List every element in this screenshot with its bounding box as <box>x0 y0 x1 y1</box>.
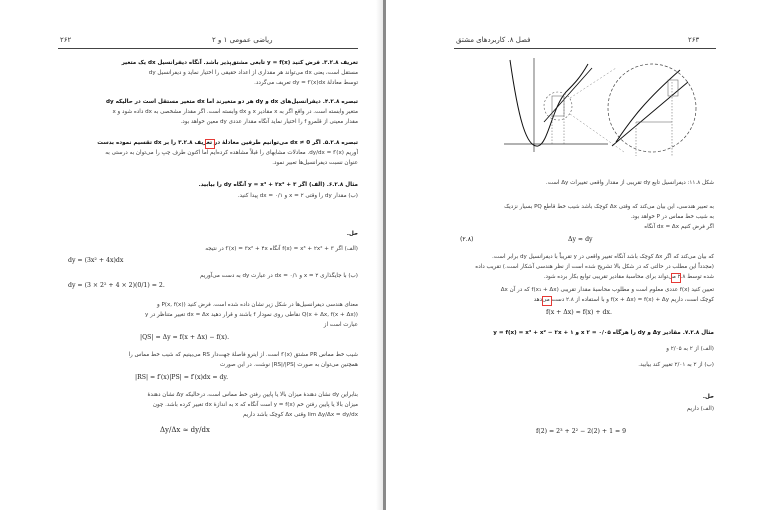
note-line: تبصره ۵.۲.۸. اگر dx ≠ 0 می‌توانیم طرفین معادلهٔ در تعریف ۳.۲.۸ را بر dx تقسیم نموده بدست <box>97 140 358 146</box>
note-line: مقدار معینی از قلمرو f را اختیار نماید آنگاه مقدار عددی dy معین خواهد بود. <box>180 119 358 125</box>
right-running-head: فصل ۸. کاربردهای مشتق <box>456 36 531 44</box>
body-line: که بیان می‌کند که اگر Δx کوچک باشد آنگاه تغییر واقعی در y تقریباً با دیفرانسیل dy برابر است. <box>492 254 714 260</box>
equation-number: (۲.۸) <box>460 236 474 243</box>
tangent-line <box>544 68 592 122</box>
body-line: شده توسط ۲.۸ می‌تواند برای محاسبهٔ مقادیر تقریبی توابع بکار برده شود. <box>543 274 714 280</box>
equation: f(x + Δx) ≈ f(x) + dx. <box>546 309 612 316</box>
curve <box>510 60 588 146</box>
definition-line: مستقل است، یعنی dx می‌تواند هر مقداری از اعداد حقیقی را اختیار نماید و دیفرانسیل dy <box>148 70 358 76</box>
equation: dy = (3 × 2² + 4 × 2)(0/1) = 2. <box>68 282 165 289</box>
left-header-rule <box>58 48 358 49</box>
example-line: (ب) مقدار dy را وقتی x = ۲ و dx = ۰/۱ پیدا کنید. <box>237 193 358 199</box>
definition-line: توسط معادلهٔ dy = f′(x)dx تعریف می‌گردد. <box>254 80 358 86</box>
example-line: مثال ۷.۲.۸. مقادیر Δy و dy را هرگاه x ۲ = ۰/۰۵ و y = f(x) = x³ + x² − ۲x + ۱ <box>493 330 714 336</box>
body-line: lim Δy/Δx = dy/dx وقتی Δx کوچک باشد داریم <box>242 412 358 418</box>
equation: Δy ≈ dy <box>568 236 593 243</box>
note-line: تبصره ۴.۲.۸. دیفرانسیل‌های dx و dy هر دو متغیرند اما dx متغیر مستقل است در حالیکه dy <box>106 99 358 105</box>
example-line: (ب) از ۲ به ۲/۰۱ تغییر کند بیابید. <box>638 362 714 368</box>
differential-figure <box>504 56 704 166</box>
body-line: به تعبیر هندسی، این بیان می‌کند که وقتی Δx کوچک باشد شیب خط قاطع PQ بسیار نزدیک <box>504 204 714 210</box>
equation: |RS| = f′(x)|PS| = f′(x)dx = dy. <box>135 374 229 381</box>
equation: Δy/Δx ≈ dy/dx <box>160 426 210 434</box>
example-line: (الف) از ۲ به ۲/۰۵ و <box>666 346 714 352</box>
body-line: شیب خط مماس PR مشتق f′(x) است. از اینرو فاصلهٔ جهت‌دار RS می‌بینیم که شیب خط مماس را <box>128 352 358 358</box>
equation: dy = (3x² + 4x)dx <box>68 257 124 264</box>
body-line: میزان بالا یا پایین رفتن خم y = f(x) است آنگاه که x به اندازهٔ dx تغییر کرده باشد. چون <box>152 402 358 408</box>
left-page <box>0 0 383 510</box>
definition-line: تعریف ۳.۲.۸. فرض کنید y = f(x) تابعی مشتق‌پذیر باشد. آنگاه دیفرانسیل dx یک متغیر <box>121 60 358 66</box>
body-line: عبارت است از <box>323 322 358 328</box>
body-line: همچنین می‌توان به صورت |RS|/|PS| نوشت. در این صورت <box>220 362 358 368</box>
solution-line: (ب) با جایگذاری x = ۲ و dx = ۰/۱ در عبارت dy به دست می‌آوریم <box>199 273 358 279</box>
body-line: به شیب خط مماس در P خواهد بود. <box>630 214 714 220</box>
right-page-number: ۲۶۳ <box>688 36 700 44</box>
body-line: Q(x + Δx, f(x + Δx)) نقاطی روی نمودار f باشند و قرار دهید dx = Δx تغییر متناظر در y <box>144 312 358 318</box>
body-line: بنابراین dy نشان دهندهٔ میزان بالا یا پایین رفتن خط مماس است، درحالیکه Δy نشان دهندهٔ <box>147 392 358 398</box>
search-highlight <box>671 273 681 283</box>
solution-line: (الف) داریم <box>686 406 714 412</box>
equation: f(2) = 2³ + 2² − 2(2) + 1 = 9 <box>536 428 627 435</box>
right-header-rule <box>454 48 716 49</box>
solution-title: حل. <box>702 394 714 400</box>
note-line: عنوان نسبت دیفرانسیل‌ها تعبیر نمود. <box>272 160 358 166</box>
equation: |QS| = Δy = f(x + Δx) − f(x). <box>140 334 230 341</box>
search-highlight <box>542 296 552 306</box>
left-page-number: ۲۶۲ <box>60 36 72 44</box>
body-line: کوچک است، داریم f(x + Δx) = f(x) + Δy و با استفاده از ۲.۸ دست می‌دهد <box>533 297 714 303</box>
page-gutter-shadow <box>376 0 383 510</box>
note-line: متغیر وابسته است. در واقع اگر به x مقادیر x و dx وابسته است. اگر مقدار مشخصی به dx داده شود و x <box>112 109 358 115</box>
zoomed-tangent <box>612 82 688 146</box>
zoomed-curve <box>616 70 680 142</box>
right-page <box>386 0 768 510</box>
figure-caption: شکل ۱۱.۸: دیفرانسیل تابع dy تقریبی از مقدار واقعی تغییرات Δy است. <box>545 180 714 186</box>
body-line: تعیین کنید f(x) عددی معلوم است و مطلوب محاسبهٔ مقدار تقریبی f(x₁ + Δx) که در آن Δx <box>500 287 714 293</box>
body-line: (مجدداً این مطلب در حالتی که در شکل بالا تشریح شده است از نظر هندسی آشکار است.) تقریب داده <box>475 264 714 270</box>
solution-title: حل. <box>346 231 358 237</box>
body-line: اگر فرض کنیم dx = Δx آنگاه <box>644 224 714 230</box>
note-line: آوریم dy/dx = f′(x). معادلات مشابهای را قبلاً مشاهده کرده‌ایم اما اکنون طرف چپ را می‌توان به درستی به <box>105 150 358 156</box>
solution-line: (الف) اگر f(x) = x³ + ۲x² + ۳ آنگاه f′(x) = ۳x² + ۴x در نتیجه <box>205 246 358 252</box>
left-running-head: ریاضی عمومی ۱ و ۲ <box>212 36 273 44</box>
body-line: معنای هندسی دیفرانسیل‌ها در شکل زیر نشان داده شده است. فرض کنید P(x, f(x)) و <box>156 302 358 308</box>
example-line: مثال ۶.۲.۸. (الف) اگر y = x³ + ۲x² + ۳ آنگاه dy را بیابید. <box>198 182 358 188</box>
